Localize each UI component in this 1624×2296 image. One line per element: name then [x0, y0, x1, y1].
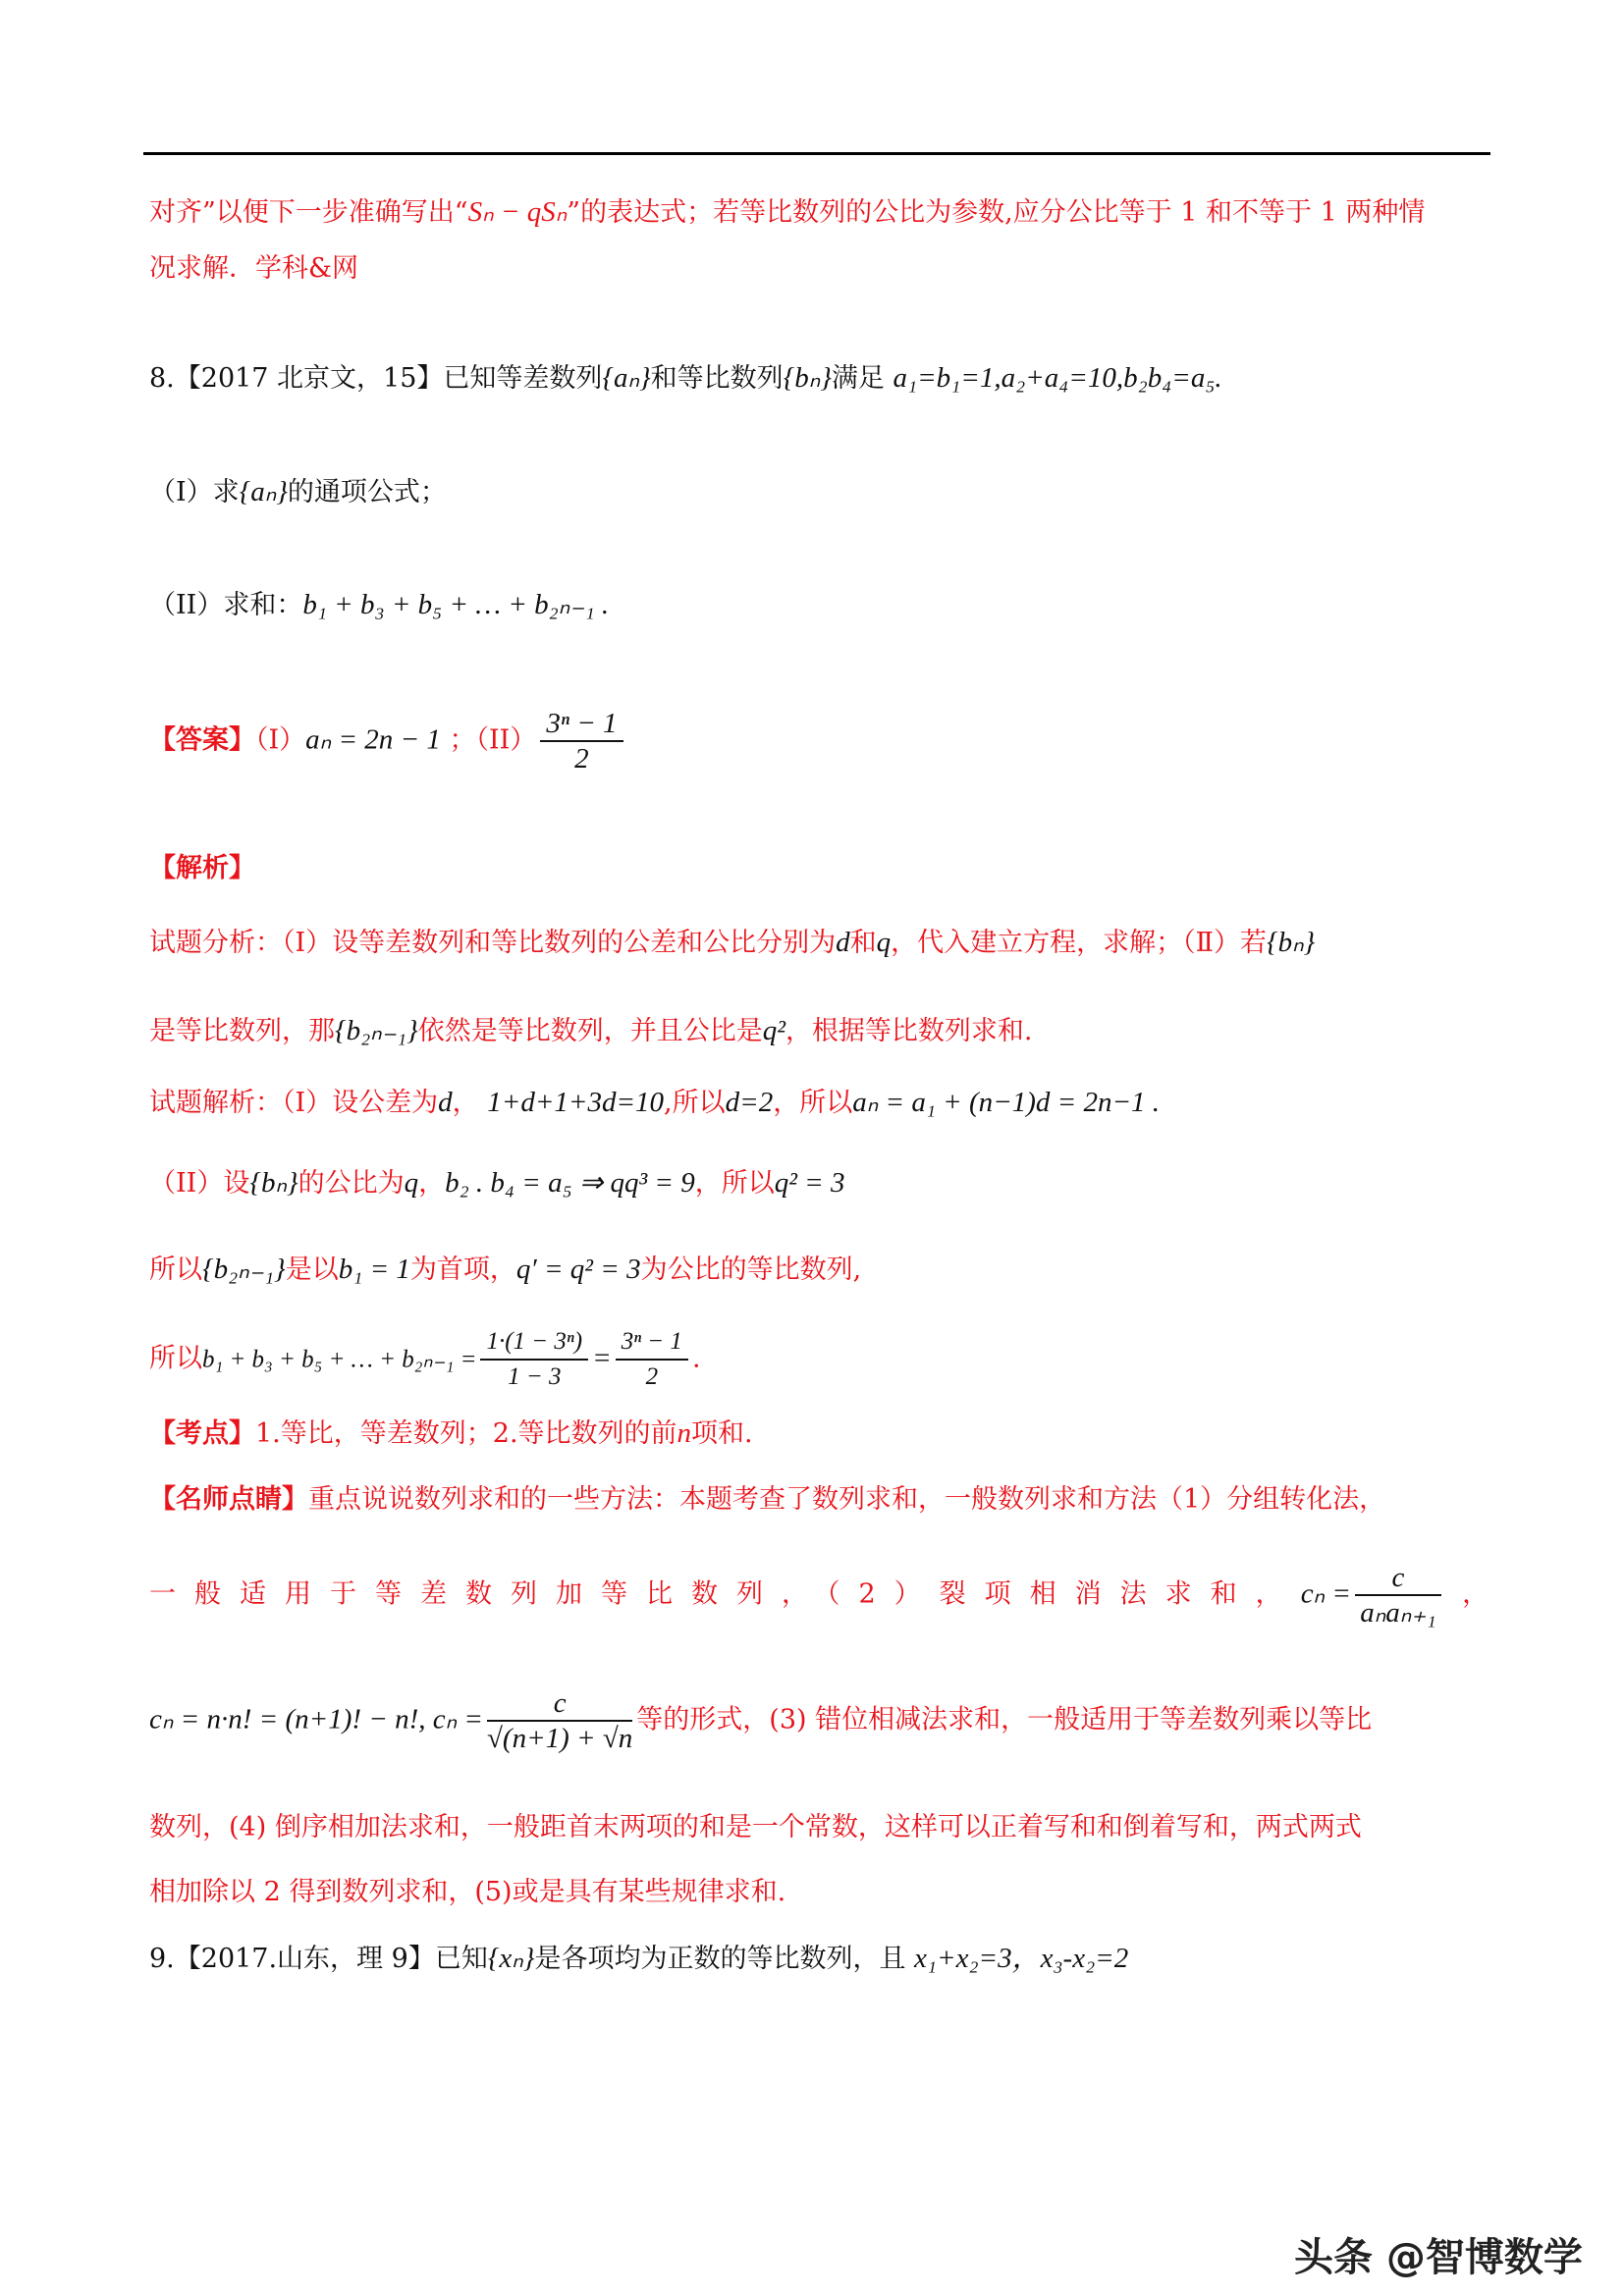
math-expression: aₙ = 2n − 1 — [305, 723, 441, 756]
math-equation: aₙ = a₁ + (n−1)d = 2n−1 . — [852, 1087, 1161, 1118]
math-equation: cₙ = n·n! = (n+1)! − n!, cₙ = — [149, 1703, 483, 1735]
text: ， — [418, 1168, 446, 1199]
denominator: √(n+1) + √n — [487, 1723, 633, 1754]
teacher-note-line-1 — [149, 1482, 1385, 1518]
q9-stem — [149, 1941, 1128, 1977]
text: 况求解．学科&网 — [149, 253, 359, 284]
numerator: 3ⁿ − 1 — [616, 1325, 688, 1361]
text: ,所以 — [664, 1088, 726, 1118]
header-rule — [143, 152, 1490, 155]
math: d — [836, 927, 850, 958]
text: 一般适用于等差数列加等比数列，（2）裂项相消法求和， — [149, 1578, 1301, 1610]
fraction — [1355, 1561, 1441, 1629]
intro-line-2 — [149, 251, 358, 287]
math-seq: {bₙ} — [1267, 927, 1316, 958]
math: cₙ = — [1300, 1577, 1351, 1610]
watermark-text: 头条 @智博数学 — [1294, 2235, 1583, 2280]
text: 为首项， — [409, 1255, 516, 1285]
math-seq: {aₙ} — [602, 362, 651, 394]
math-expression: Sₙ − qSₙ — [467, 196, 568, 228]
math: q — [404, 1167, 419, 1199]
text: ，所以 — [773, 1088, 853, 1118]
text: 依然是等比数列，并且公比是 — [417, 1016, 763, 1046]
text: ”的表达式；若等比数列的公比为参数,应分公比等于 1 和不等于 1 两种情 — [567, 197, 1426, 228]
q8-part-1 — [149, 474, 447, 510]
text: 的通项公式； — [287, 477, 447, 507]
math-equation: q² = 3 — [774, 1167, 845, 1199]
text: 和等比数列 — [650, 363, 784, 394]
text: 1.等比，等差数列；2.等比数列的前 — [255, 1418, 677, 1449]
math-equation: b₁ + b₃ + b₅ + … + b₂ₙ₋₁ = — [202, 1346, 477, 1373]
text: 9.【2017.山东，理 9】已知 — [149, 1944, 488, 1974]
text: （II）设 — [149, 1168, 250, 1199]
q8-part-2 — [149, 587, 609, 623]
fraction — [616, 1325, 688, 1394]
watermark — [1294, 2226, 1583, 2282]
text: 是各项均为正数的等比数列，且 — [534, 1944, 906, 1974]
denominator: 2 — [645, 1363, 659, 1390]
analysis-label — [149, 851, 255, 886]
answer-label: 【答案】 — [149, 724, 255, 756]
text: 试题分析：（Ⅰ）设等差数列和等比数列的公差和公比分别为 — [149, 928, 837, 958]
text: 所以 — [149, 1255, 202, 1285]
text: （I）求 — [149, 477, 240, 507]
analysis-line-1 — [149, 925, 1315, 961]
math-seq: {bₙ} — [249, 1167, 298, 1199]
numerator: c — [1355, 1561, 1441, 1596]
math: = — [592, 1342, 612, 1374]
denominator: aₙaₙ₊₁ — [1360, 1597, 1436, 1629]
answer-fraction — [540, 707, 623, 775]
fraction — [487, 1686, 632, 1755]
key-points-label: 【考点】 — [149, 1418, 255, 1449]
denominator: 1 − 3 — [508, 1363, 562, 1390]
math-seq: {aₙ} — [239, 476, 288, 507]
text: 是以 — [285, 1255, 339, 1285]
text: （II）求和： — [149, 590, 303, 620]
q8-stem — [149, 360, 1222, 397]
math-expression: b₁ + b₃ + b₅ + … + b₂ₙ₋₁ . — [302, 589, 610, 620]
key-points — [149, 1415, 753, 1452]
text: 和 — [849, 928, 877, 958]
denominator: 2 — [574, 743, 589, 774]
text: ， — [1462, 1578, 1489, 1610]
math-equation: d=2 — [725, 1087, 774, 1118]
text: 项和. — [691, 1418, 753, 1449]
text: 试题解析：（I）设公差为 — [149, 1088, 439, 1118]
text: ，代入建立方程，求解；（Ⅱ）若 — [891, 928, 1268, 958]
answer-line — [149, 707, 627, 775]
math-equation: b₂ . b₄ = a₅ ⇒ qq³ = 9 — [445, 1167, 695, 1199]
solution-line-2 — [149, 1165, 845, 1201]
teacher-note-line-5 — [149, 1875, 785, 1910]
math-seq: {xₙ} — [487, 1943, 535, 1974]
text: ， — [452, 1088, 479, 1118]
math-seq: {bₙ} — [783, 362, 832, 394]
math-equation: q′ = q² = 3 — [515, 1254, 641, 1285]
math-condition: a₁=b₁=1,a₂+a₄=10,b₂b₄=a₅. — [893, 362, 1222, 394]
text: （II） — [475, 724, 537, 756]
math: q² — [762, 1015, 785, 1046]
text: 相加除以 2 得到数列求和，(5)或是具有某些规律求和. — [149, 1877, 786, 1907]
solution-line-3 — [149, 1252, 861, 1288]
math-condition: x₁+x₂=3，x₃-x₂=2 — [914, 1943, 1129, 1974]
text: ，根据等比数列求和. — [785, 1016, 1033, 1046]
math-seq: {b₂ₙ₋₁} — [202, 1254, 286, 1285]
text: ，所以 — [694, 1168, 775, 1199]
solution-line-1 — [149, 1085, 1160, 1121]
fraction — [480, 1325, 588, 1394]
math: q — [876, 927, 892, 958]
text: 【解析】 — [149, 853, 255, 883]
analysis-line-2 — [149, 1013, 1033, 1049]
solution-line-4 — [149, 1325, 701, 1394]
math: n — [677, 1417, 692, 1449]
text: （I） — [255, 724, 306, 756]
text: 的公比为 — [298, 1168, 405, 1199]
text: 对齐”以便下一步准确写出“ — [149, 197, 468, 228]
intro-line-1 — [149, 194, 1425, 231]
math-equation: b₁ = 1 — [338, 1254, 410, 1285]
math: d — [438, 1087, 453, 1118]
teacher-note-line-2 — [149, 1561, 1489, 1629]
text: 等的形式，(3) 错位相减法求和，一般适用于等差数列乘以等比 — [636, 1704, 1373, 1735]
text: 是等比数列，那 — [149, 1016, 335, 1046]
numerator: 3ⁿ − 1 — [540, 707, 623, 742]
text: 8.【2017 北京文，15】已知等差数列 — [149, 363, 603, 394]
text: . — [691, 1343, 701, 1374]
text: 重点说说数列求和的一些方法：本题考查了数列求和，一般数列求和方法（1）分组转化法， — [308, 1484, 1386, 1515]
text: 数列，(4) 倒序相加法求和，一般距首末两项的和是一个常数，这样可以正着写和和倒着写和，两式两式 — [149, 1812, 1362, 1842]
math-equation: 1+d+1+3d=10 — [487, 1087, 665, 1118]
numerator: 1·(1 − 3ⁿ) — [480, 1325, 588, 1361]
teacher-note-line-3 — [149, 1686, 1372, 1755]
text: 所以 — [149, 1343, 202, 1374]
text: 满足 — [831, 363, 885, 394]
teacher-note-label: 【名师点睛】 — [149, 1484, 308, 1515]
numerator: c — [487, 1686, 632, 1722]
math-seq: {b₂ₙ₋₁} — [335, 1015, 418, 1046]
teacher-note-line-4 — [149, 1810, 1362, 1845]
text: ； — [449, 724, 476, 756]
text: 为公比的等比数列, — [640, 1255, 862, 1285]
